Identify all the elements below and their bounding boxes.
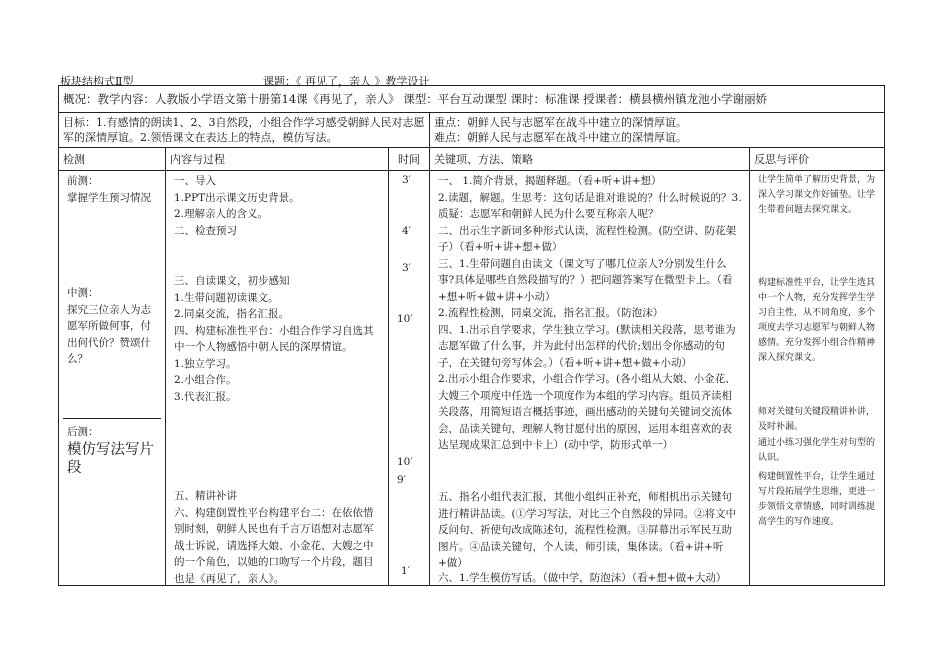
column-header-check: 检测 [59, 148, 166, 171]
content-column [166, 171, 389, 586]
reflection-intro: 让学生简单了解历史背景，为深入学习课文作好铺垫。让学生带着问题去探究课文。 [758, 175, 876, 215]
objectives-cell: 目标：1.有感情的朗读1、2、3自然段，小组合作学习感受朝鲜人民对志愿军的深情厚谊。2.领悟课文在表达上的特点，模仿写法。 [59, 113, 430, 148]
key-points-cell [430, 113, 885, 148]
reflection-writing: 构建倒置性平台，让学生通过写片段拓展学生思维，更进一步领悟文章情感，同时训练提高学生的写作速度。 [758, 472, 876, 527]
time-column [389, 171, 430, 586]
key-point-text: 重点：朝鲜人民与志愿军在战斗中建立的深情厚谊。 [434, 116, 687, 129]
strategy-column [430, 171, 750, 586]
reflection-platform: 构建标准性平台，让学生选其中一个人物，充分发挥学生学习自主性，从不同角度，多个项度去学习志愿军与朝鲜人物感情。充分发挥小组合作精神深入探究课文。 [758, 278, 876, 363]
content-part-writing: 五、精讲补讲 六、构建倒置性平台构建平台二：在依依惜别时刻，朝鲜人民也有千言万语想对志愿军战士诉说，请选择大娘、小金花、大嫂之中的一个角色，以她的口吻写一个片段，题目也是《再见了，亲人》。 [174, 490, 374, 585]
column-header-time: 时间 [389, 148, 430, 171]
time-value: 1′ [401, 565, 411, 577]
column-header-content: 内容与过程 [166, 148, 389, 171]
overview-row: 概况：教学内容：人教版小学语文第十册第14课《再见了，亲人》 课型：平台互动课型 课时：标准课 授课者：横县横州镇龙池小学谢丽娇 [59, 86, 885, 113]
difficulty-text: 难点：朝鲜人民与志愿军在战斗中建立的深情厚谊。 [434, 131, 687, 144]
time-value: 3′ [402, 262, 412, 274]
reflection-practice: 通过小练习强化学生对句型的认识。 [758, 438, 876, 463]
content-part-reading: 三、自读课文，初步感知 1.生带问题初读课文。 2.同桌交流，指名汇报。 四、构建标准性平台：小组合作学习自选其中一个人物感悟中朝人民的深厚情谊。 1.独立学习。 2.小组合作。 3.代表汇报。 [174, 275, 374, 403]
lesson-plan-table [58, 85, 885, 586]
column-header-reflection: 反思与评价 [750, 148, 885, 171]
strategy-part-explain: 五、指名小组代表汇报，其他小组纠正补充，师相机出示关键句进行精讲品读。(①学习写法，对比三个自然段的异同。②将文中反问句、祈使句改成陈述句，流程性检测。③屏幕出示军民互助图片。④品读关键句，个人读，师引读，集体读。（看+讲+听+做） [438, 491, 737, 569]
check-column [59, 171, 166, 586]
column-header-strategy: 关键项、方法、策略 [430, 148, 750, 171]
lesson-topic-title: 课题：《 再见了，亲人 》教学设计 [263, 75, 430, 88]
strategy-part-reading: 一、 1.简介背景，揭题释题。（看+听+讲+想） 2.读题，解题。生思考：这句话是谁对谁说的？什么时候说的？3.质疑：志愿军和朝鲜人民为什么要互称亲人呢？ 二、出示生字新词多种形式认读，流程性检测。(防空讲、防花架子）（看+听+讲+想+做） 三、1.生带问题自由读文（课文写了哪几位亲人?分别发生什么事?具体是哪些自然段描写的？）把问题答案写在微型卡上。（看+想+听+做+讲+小动） 2.流程性检测，同桌交流，指名汇报。（防泡沫） 四、1.出示自学要求，学生独立学习。(默读相关段落，思考谁为志愿军做了什么事，并为此付出怎样的代价;划出令你感动的句子，在关键句旁写体会。）（看+听+讲+想+做+小动） 2.出示小组合作要求，小组合作学习。(各小组从大娘、小金花、大嫂三个项度中任选一个项度作为本组的学习内容。组员齐读相关段落，用简短语言概括事迹，画出感动的关键句关键词交流体会，品读关键句，理解人物甘愿付出的原因，运用本组喜欢的表达呈现成果汇总到中卡上）(动中学，防形式单一） [438, 175, 742, 451]
column-header-row [59, 148, 885, 171]
mid-test: 中测： 探究三位亲人为志愿军所做何事，付出何代价？赞颂什么？ [67, 287, 151, 365]
strategy-part-write: 六、1.学生模仿写话。（做中学，防泡沫）（看+想+做+大动） [438, 572, 727, 584]
template-type-label: 板块结构式Ⅱ型 [60, 75, 134, 88]
reflection-explain: 师对关键句关键段精讲补讲，及时补漏。 [758, 407, 876, 432]
divider-line [63, 418, 161, 419]
time-value: 3′ [402, 174, 412, 186]
reflection-column [750, 171, 885, 586]
time-value: 10′ [397, 313, 413, 325]
post-test-label: 后测： [67, 426, 99, 438]
post-test-text: 模仿写法写片段 [67, 442, 154, 476]
content-part-intro: 一、导入 1.PPT出示课文历史背景。 2.理解亲人的含义。 二、检查预习 [174, 175, 300, 237]
time-value: 4′ [402, 225, 412, 237]
time-value: 10′ [397, 456, 413, 468]
time-value: 9′ [397, 474, 407, 486]
pre-test: 前测： 掌握学生预习情况 [67, 175, 151, 204]
